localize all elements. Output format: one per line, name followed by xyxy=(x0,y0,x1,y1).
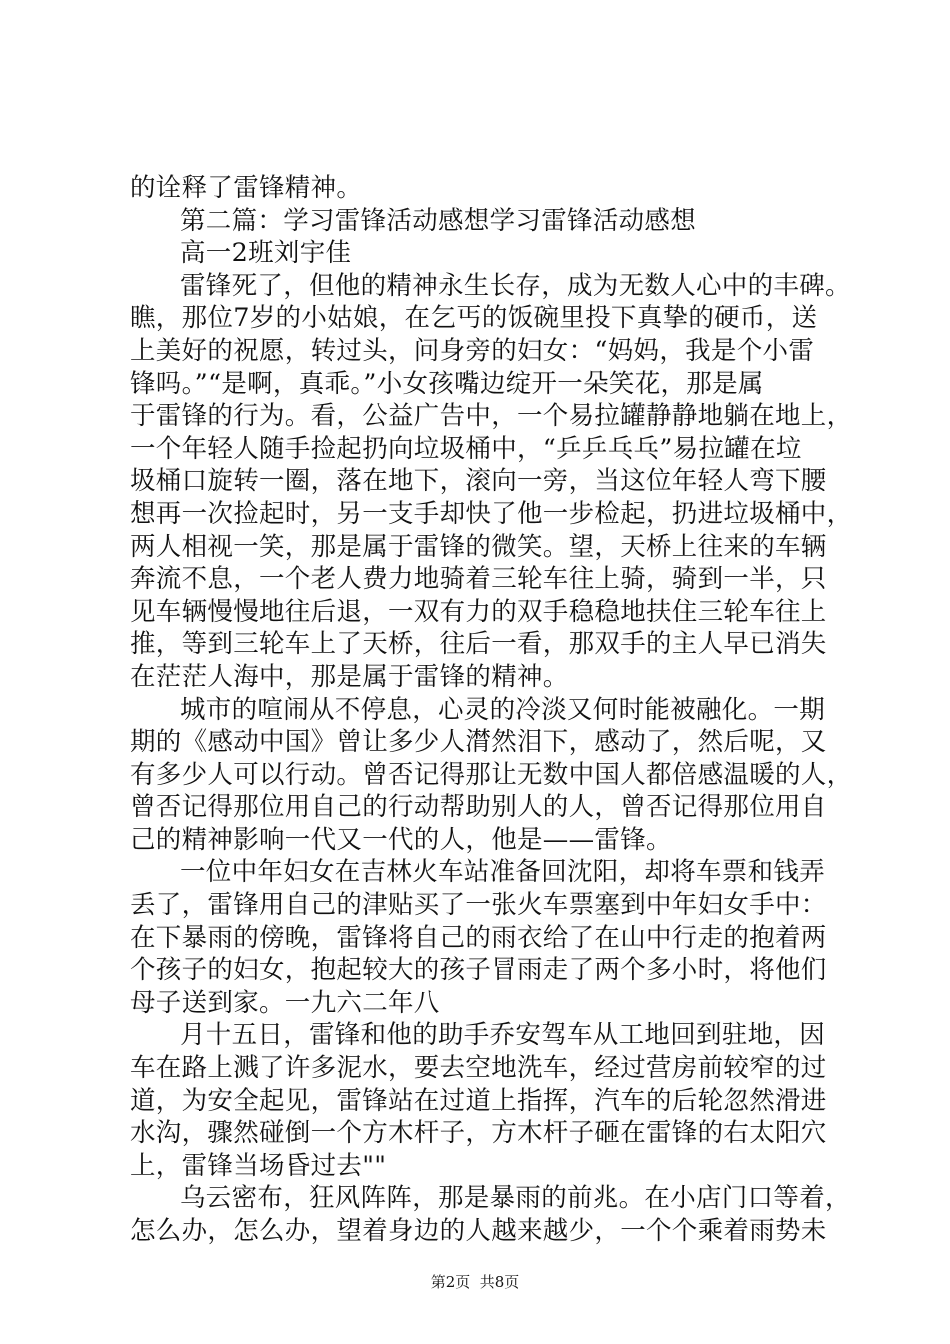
text-line: 期的《感动中国》曾让多少人潸然泪下，感动了，然后呢，又 xyxy=(130,727,827,758)
text-line: 一个年轻人随手捡起扔向垃圾桶中，“乒乒乓乓”易拉罐在垃 xyxy=(130,433,802,464)
text-line: 己的精神影响一代又一代的人，他是——雷锋。 xyxy=(130,824,672,855)
text-line: 锋吗。”“是啊，真乖。”小女孩嘴边绽开一朵笑花，那是属 xyxy=(130,368,764,399)
text-line: 在茫茫人海中，那是属于雷锋的精神。 xyxy=(130,661,569,692)
text-line: 母子送到家。一九六二年八 xyxy=(130,987,440,1018)
text-line: 车在路上溅了许多泥水，要去空地洗车，经过营房前较窄的过 xyxy=(130,1053,827,1084)
text-line: 有多少人可以行动。曾否记得那让无数中国人都倍感温暖的人， xyxy=(130,759,853,790)
text-line: 水沟，骤然碰倒一个方木杆子，方木杆子砸在雷锋的右太阳穴 xyxy=(130,1118,827,1149)
text-line: 怎么办，怎么办，望着身边的人越来越少，一个个乘着雨势未 xyxy=(130,1216,827,1246)
text-line: 奔流不息，一个老人费力地骑着三轮车往上骑，骑到一半，只 xyxy=(130,564,827,595)
text-line: 雷锋死了，但他的精神永生长存，成为无数人心中的丰碑。 xyxy=(180,270,851,301)
text-line: 道，为安全起见，雷锋站在过道上指挥，汽车的后轮忽然滑进 xyxy=(130,1085,827,1116)
text-line: 圾桶口旋转一圈，落在地下，滚向一旁，当这位年轻人弯下腰 xyxy=(130,466,827,497)
text-line: 两人相视一笑，那是属于雷锋的微笑。望，天桥上往来的车辆 xyxy=(130,531,827,562)
text-line: 在下暴雨的傍晚，雷锋将自己的雨衣给了在山中行走的抱着两 xyxy=(130,922,827,953)
document-body xyxy=(130,172,853,1248)
text-line: 高一2班刘宇佳 xyxy=(180,238,352,269)
text-line: 个孩子的妇女，抱起较大的孩子冒雨走了两个多小时，将他们 xyxy=(130,955,827,986)
text-line: 上美好的祝愿，转过头，问身旁的妇女：“妈妈，我是个小雷 xyxy=(130,335,815,366)
text-line: 第二篇：学习雷锋活动感想学习雷锋活动感想 xyxy=(180,205,697,236)
text-line: 上，雷锋当场昏过去"" xyxy=(130,1150,387,1181)
text-line: 月十五日，雷锋和他的助手乔安驾车从工地回到驻地，因 xyxy=(180,1020,826,1051)
text-line: 乌云密布，狂风阵阵，那是暴雨的前兆。在小店门口等着， xyxy=(180,1183,851,1214)
text-line: 一位中年妇女在吉林火车站准备回沈阳，却将车票和钱弄 xyxy=(180,857,826,888)
text-line: 丢了，雷锋用自己的津贴买了一张火车票塞到中年妇女手中： xyxy=(130,890,827,921)
page-number-footer: 第2页 共8页 xyxy=(430,1273,520,1291)
text-line: 城市的喧闹从不停息，心灵的冷淡又何时能被融化。一期 xyxy=(180,694,826,725)
text-line: 于雷锋的行为。看，公益广告中，一个易拉罐静静地躺在地上， xyxy=(130,401,853,432)
text-line: 想再一次捡起时，另一支手却快了他一步检起，扔进垃圾桶中， xyxy=(130,498,853,529)
text-line: 瞧，那位7岁的小姑娘，在乞丐的饭碗里投下真挚的硬币，送 xyxy=(130,303,818,334)
text-line: 的诠释了雷锋精神。 xyxy=(130,173,363,203)
text-line: 见车辆慢慢地往后退，一双有力的双手稳稳地扶住三轮车往上 xyxy=(130,596,827,627)
text-line: 曾否记得那位用自己的行动帮助别人的人，曾否记得那位用自 xyxy=(130,792,827,823)
text-line: 推，等到三轮车上了天桥，往后一看，那双手的主人早已消失 xyxy=(130,629,827,660)
